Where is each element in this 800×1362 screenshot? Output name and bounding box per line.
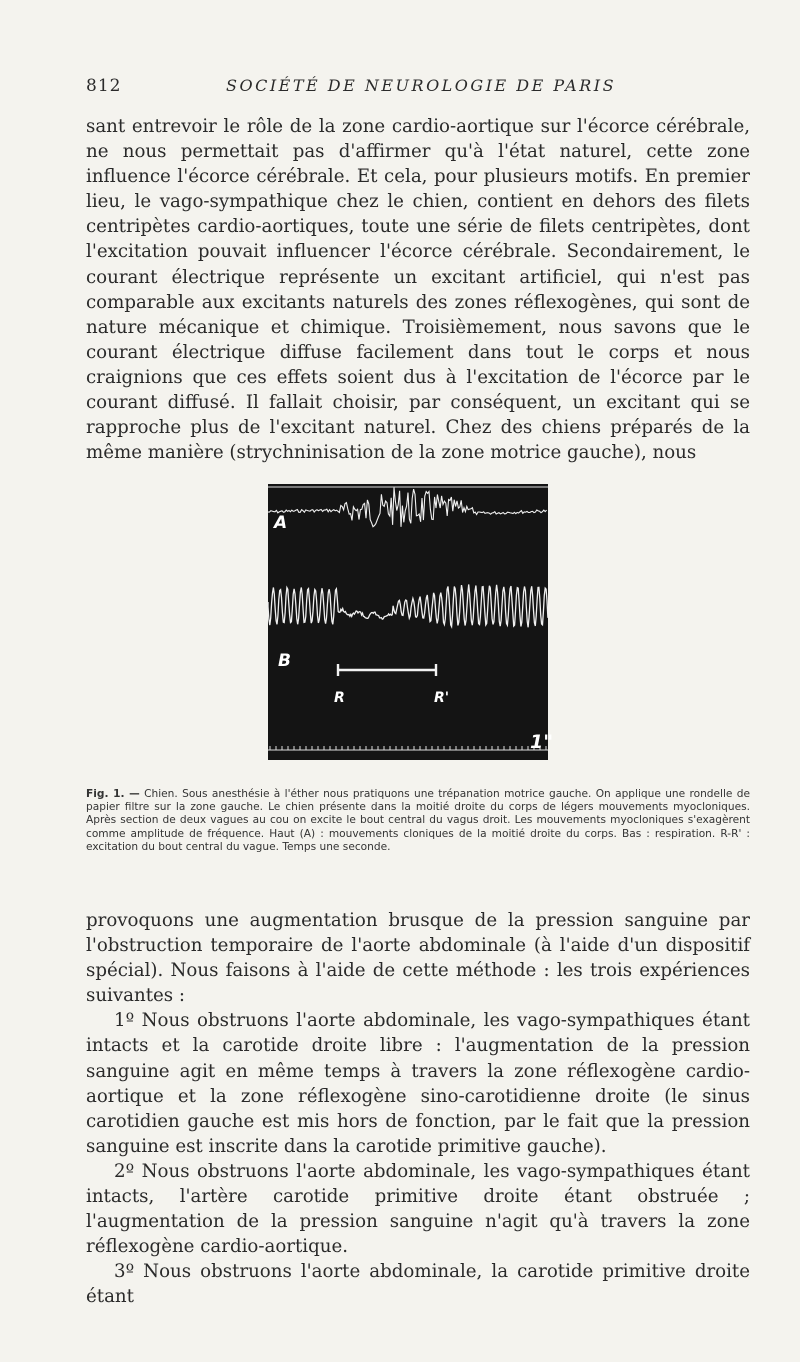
- paragraph-3: 2º Nous obstruons l'aorte abdominale, les vago-sympathiques étant intacts, l'artère carotide primitive droite étant obstruée ; l'augmentation de la pression sanguine n'agit qu'à travers la zone réflexogène cardio-aortique.: [86, 1160, 750, 1258]
- paragraph-2: 1º Nous obstruons l'aorte abdominale, les vago-sympathiques étant intacts et la carotide droite libre : l'augmentation de la pression sanguine agit en même temps à travers la zone réflexogène cardio-aortique et la zone réflexogène sino-carotidienne droite (le sinus carotidien gauche est mis hors de fonction, par le fait que la pression sanguine est inscrite dans la carotide primitive gauche).: [86, 1010, 750, 1157]
- label-r-prime: R': [434, 690, 450, 706]
- kymograph-trace: [268, 484, 554, 760]
- label-b: B: [278, 651, 291, 671]
- label-a: A: [274, 513, 288, 533]
- label-r: R: [334, 690, 345, 706]
- figure-kymograph: [268, 484, 554, 760]
- trace-b-respiration: [268, 585, 548, 628]
- paragraph-1: provoquons une augmentation brusque de la pression sanguine par l'obstruction temporaire de l'aorte abdominale (à l'aide d'un dispositif spécial). Nous faisons à l'aide de cette méthode : les trois expériences suivantes :: [86, 910, 750, 1007]
- stimulus-marker: [338, 664, 436, 676]
- time-trace: [268, 746, 548, 750]
- paragraph-4: 3º Nous obstruons l'aorte abdominale, la carotide primitive droite étant: [86, 1261, 750, 1308]
- figure-caption: [86, 788, 750, 854]
- paragraph-continued: sant entrevoir le rôle de la zone cardio-aortique sur l'écorce cérébrale, ne nous permettait pas d'affirmer qu'à l'état naturel, cette zone influence l'écorce cérébrale. Et cela, pour plusieurs motifs. En premier lieu, le vago-sympathique chez le chien, contient en dehors des filets centripètes cardio-aortiques, toute une série de filets centripètes, dont l'excitation pouvait influencer l'écorce cérébrale. Secondairement, le courant électrique représente un excitant artificiel, qui n'est pas comparable aux excitants naturels des zones réflexogènes, qui sont de nature mécanique et chimique. Troisièmement, nous savons que le courant électrique diffuse facilement dans tout le corps et nous craignions que ces effets soient dus à l'excitation de l'écorce par le courant diffusé. Il fallait choisir, par conséquent, un excitant qui se rapproche plus de l'excitant naturel. Chez des chiens préparés de la même manière (strychninisation de la zone motrice gauche), nous: [86, 116, 750, 464]
- page-header: [86, 76, 750, 100]
- caption-text: Chien. Sous anesthésie à l'éther nous pratiquons une trépanation motrice gauche. On applique une rondelle de papier filtre sur la zone gauche. Le chien présente dans la moitié droite du corps de légers mouvements myocloniques. Après section de deux vagues au cou on excite le bout central du vagus droit. Les mouvements myocloniques s'exagèrent comme amplitude de fréquence. Haut (A) : mouvements cloniques de la moitié droite du corps. Bas : respiration. R-R' : excitation du bout central du vague. Temps une seconde.: [86, 788, 751, 853]
- trace-a-myoclonic: [268, 488, 547, 527]
- page-number: 812: [86, 76, 122, 96]
- label-time: 1": [530, 731, 554, 753]
- running-head: SOCIÉTÉ DE NEUROLOGIE DE PARIS: [226, 76, 617, 95]
- body-text-top: [86, 114, 750, 465]
- body-text-bottom: [86, 908, 750, 1310]
- caption-label: Fig. 1. —: [86, 788, 140, 800]
